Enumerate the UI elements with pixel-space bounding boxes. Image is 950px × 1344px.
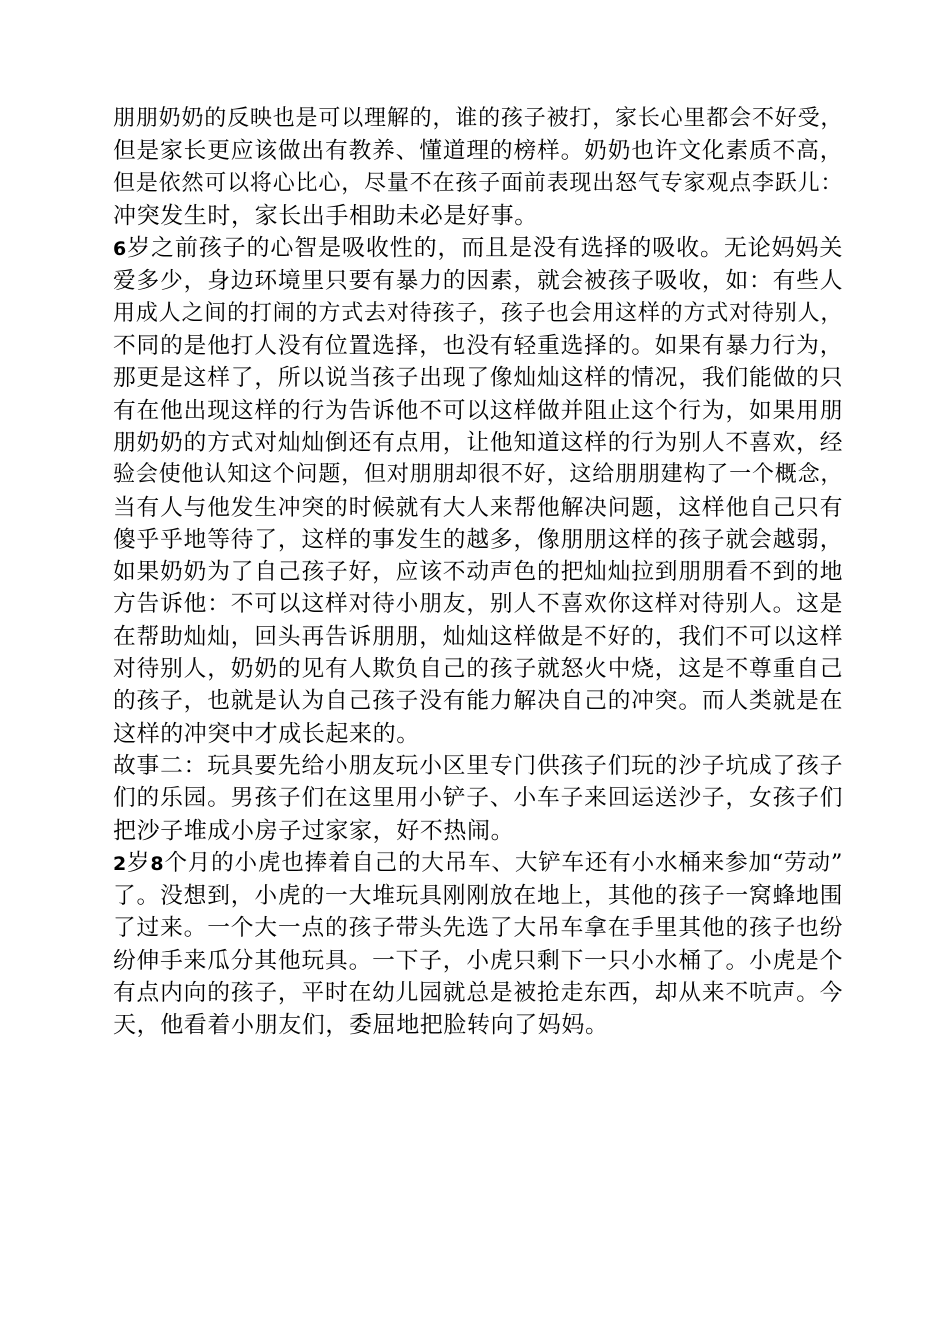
text-line: 用成人之间的打闹的方式去对待孩子，孩子也会用这样的方式对待别人， — [113, 300, 843, 326]
text-line: 的孩子，也就是认为自己孩子没有能力解决自己的冲突。而人类就是在 — [113, 688, 843, 715]
text-line: 在帮助灿灿，回头再告诉朋朋，灿灿这样做是不好的，我们不可以这样 — [113, 623, 843, 650]
text-line: 了过来。一个大一点的孩子带头先选了大吊车拿在手里其他的孩子也纷 — [113, 915, 843, 942]
text-line: 但是依然可以将心比心，尽量不在孩子面前表现出怒气专家观点李跃儿： — [113, 170, 843, 196]
paragraph-3 — [113, 750, 843, 847]
text-line: 有点内向的孩子，平时在幼儿园就总是被抢走东西，却从来不吭声。今 — [113, 980, 843, 1007]
text-line: 故事二：玩具要先给小朋友玩小区里专门供孩子们玩的沙子坑成了孩子 — [113, 752, 843, 779]
paragraph-4 — [113, 847, 843, 1042]
text-line: 了。没想到，小虎的一大堆玩具刚刚放在地上，其他的孩子一窝蜂地围 — [113, 883, 843, 910]
text-line: 纷伸手来瓜分其他玩具。一下子，小虎只剩下一只小水桶了。小虎是个 — [113, 947, 843, 974]
text-line: 天，他看着小朋友们，委屈地把脸转向了妈妈。 — [113, 1012, 609, 1039]
paragraph-1 — [113, 103, 843, 232]
text-line: 6岁之前孩子的心智是吸收性的，而且是没有选择的吸收。无论妈妈关 — [113, 235, 843, 262]
text-line: 2岁8个月的小虎也捧着自己的大吊车、大铲车还有小水桶来参加“劳动” — [113, 849, 843, 876]
text-line: 冲突发生时，家长出手相助未必是好事。 — [113, 202, 538, 229]
text-line: 有在他出现这样的行为告诉他不可以这样做并阻止这个行为，如果用朋 — [113, 397, 843, 424]
body-text — [113, 103, 843, 1042]
text-line: 不同的是他打人没有位置选择，也没有轻重选择的。如果有暴力行为， — [113, 333, 843, 360]
text-line: 如果奶奶为了自己孩子好，应该不动声色的把灿灿拉到朋朋看不到的地 — [113, 559, 843, 586]
text-line: 朋奶奶的方式对灿灿倒还有点用，让他知道这样的行为别人不喜欢，经 — [113, 429, 843, 456]
text-line: 那更是这样了，所以说当孩子出现了像灿灿这样的情况，我们能做的只 — [113, 365, 843, 392]
text-line: 爱多少，身边环境里只要有暴力的因素，就会被孩子吸收，如：有些人 — [113, 268, 843, 295]
text-line: 但是家长更应该做出有教养、懂道理的榜样。奶奶也许文化素质不高， — [113, 138, 843, 165]
text-line: 朋朋奶奶的反映也是可以理解的，谁的孩子被打，家长心里都会不好受， — [113, 106, 843, 131]
text-line: 方告诉他：不可以这样对待小朋友，别人不喜欢你这样对待别人。这是 — [113, 591, 843, 618]
text-line: 这样的冲突中才成长起来的。 — [113, 720, 420, 747]
text-line: 傻乎乎地等待了，这样的事发生的越多，像朋朋这样的孩子就会越弱， — [113, 526, 843, 553]
paragraph-2 — [113, 232, 843, 750]
text-line: 验会使他认知这个问题，但对朋朋却很不好，这给朋朋建构了一个概念， — [113, 462, 843, 488]
text-line: 对待别人，奶奶的见有人欺负自己的孩子就怒火中烧，这是不尊重自己 — [113, 656, 843, 683]
text-line: 当有人与他发生冲突的时候就有大人来帮他解决问题，这样他自己只有 — [113, 494, 843, 521]
text-line: 们的乐园。男孩子们在这里用小铲子、小车子来回运送沙子，女孩子们 — [113, 785, 843, 812]
text-line: 把沙子堆成小房子过家家，好不热闹。 — [113, 817, 515, 844]
